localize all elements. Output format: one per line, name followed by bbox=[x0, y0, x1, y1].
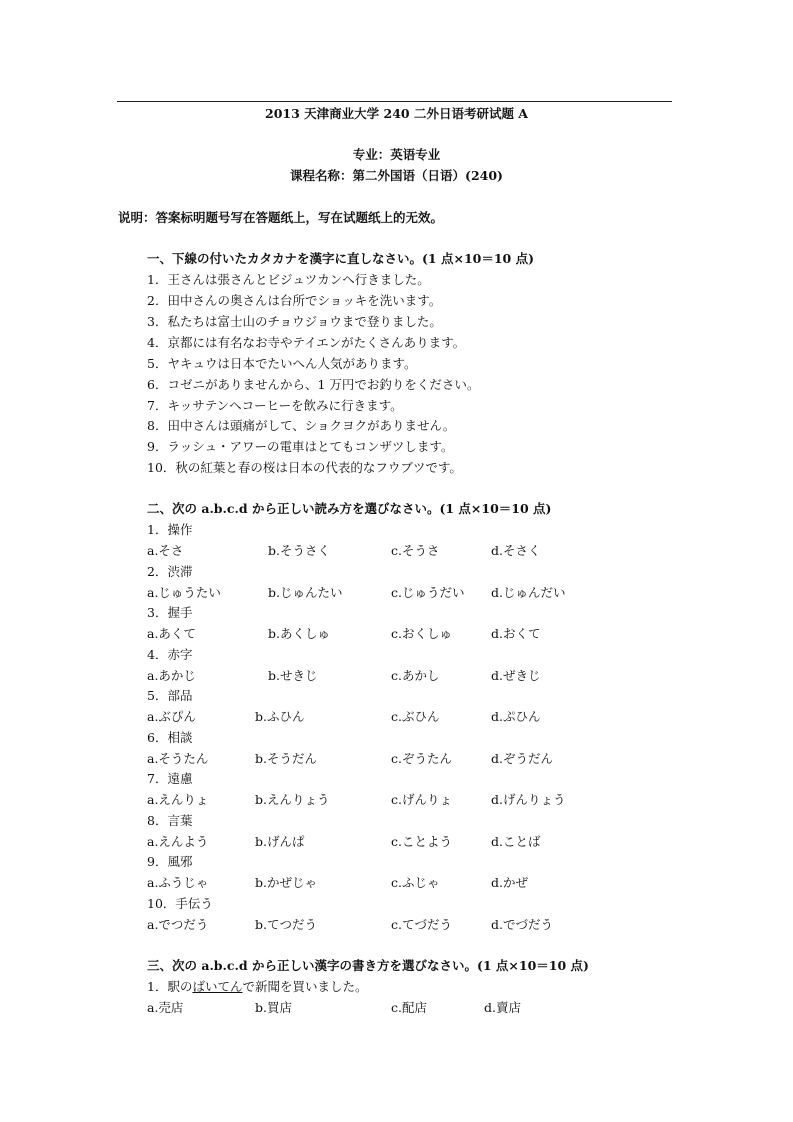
s3-q1-suffix: で新聞を買いました。 bbox=[242, 979, 368, 994]
s2-word: 7．遠慮 bbox=[147, 771, 193, 786]
s2-option-c: c.ことよう bbox=[391, 834, 452, 849]
s2-word: 8．言葉 bbox=[147, 813, 193, 828]
s2-option-a: a.あくて bbox=[147, 626, 196, 641]
section3-title: 三、次の a.b.c.d から正しい漢字の書き方を選びなさい。(1 点×10＝10 点) bbox=[147, 958, 589, 973]
s2-option-c: c.ぶひん bbox=[391, 709, 440, 724]
s2-option-b: b.えんりょう bbox=[255, 792, 330, 807]
s2-option-a: a.ふうじゃ bbox=[147, 875, 209, 890]
s1-item: 1．王さんは張さんとビジュツカンへ行きました。 bbox=[147, 272, 430, 287]
s3-option-d: d.賣店 bbox=[484, 1000, 521, 1015]
s2-option-d: d.おくて bbox=[491, 626, 541, 641]
s3-question-1 bbox=[147, 979, 367, 995]
s2-option-b: b.せきじ bbox=[268, 668, 318, 683]
s2-option-b: b.あくしゅ bbox=[268, 626, 330, 641]
s2-option-d: d.ことば bbox=[491, 834, 541, 849]
s2-option-a: a.でつだう bbox=[147, 917, 209, 932]
s2-option-d: d.かぜ bbox=[491, 875, 528, 890]
s2-word: 3．握手 bbox=[147, 605, 193, 620]
s2-option-c: c.げんりょ bbox=[391, 792, 452, 807]
s2-option-a: a.あかじ bbox=[147, 668, 196, 683]
s1-item: 2．田中さんの奥さんは台所でショッキを洗います。 bbox=[147, 293, 442, 308]
s2-word: 5．部品 bbox=[147, 688, 193, 703]
s2-word: 10．手伝う bbox=[147, 896, 213, 911]
s2-option-a: a.ぶぴん bbox=[147, 709, 196, 724]
s2-option-b: b.かぜじゃ bbox=[255, 875, 317, 890]
s1-item: 8．田中さんは頭痛がして、ショクヨクがありません。 bbox=[147, 418, 456, 433]
s1-item: 3．私たちは富士山のチョウジョウまで登りました。 bbox=[147, 314, 442, 329]
s2-option-a: a.えんよう bbox=[147, 834, 209, 849]
s2-word: 2．渋滞 bbox=[147, 564, 193, 579]
s3-option-c: c.配店 bbox=[391, 1000, 427, 1015]
s2-option-c: c.ぞうたん bbox=[391, 751, 452, 766]
major-line: 专业：英语专业 bbox=[352, 147, 441, 162]
s2-word: 9．風邪 bbox=[147, 854, 193, 869]
instructions-note: 说明：答案标明题号写在答题纸上，写在试题纸上的无效。 bbox=[118, 210, 444, 225]
s3-option-a: a.売店 bbox=[147, 1000, 184, 1015]
s3-q1-prefix: 1．駅の bbox=[147, 979, 193, 994]
s2-option-d: d.じゅんだい bbox=[491, 585, 566, 600]
s2-option-b: b.じゅんたい bbox=[268, 585, 343, 600]
s2-word: 1．操作 bbox=[147, 522, 193, 537]
s1-item: 5．ヤキュウは日本でたいへん人気があります。 bbox=[147, 356, 417, 371]
s2-option-c: c.じゅうだい bbox=[391, 585, 465, 600]
s2-option-d: d.ぷひん bbox=[491, 709, 541, 724]
s2-option-a: a.えんりょ bbox=[147, 792, 209, 807]
section1-title: 一、下線の付いたカタカナを漢字に直しなさい。(1 点×10＝10 点) bbox=[147, 251, 534, 266]
section2-title: 二、次の a.b.c.d から正しい読み方を選びなさい。(1 点×10＝10 点) bbox=[147, 501, 552, 516]
s2-option-d: d.げんりょう bbox=[491, 792, 566, 807]
s1-item: 10．秋の紅葉と春の桜は日本の代表的なフウブツです。 bbox=[147, 460, 462, 475]
s2-option-d: d.でづだう bbox=[491, 917, 553, 932]
s1-item: 6．コゼニがありませんから、1 万円でお釣りをください。 bbox=[147, 377, 480, 392]
s2-option-d: d.そさく bbox=[491, 543, 541, 558]
s1-item: 7．キッサテンへコーヒーを飲みに行きます。 bbox=[147, 398, 403, 413]
exam-title: 2013 天津商业大学 240 二外日语考研试题 A bbox=[265, 106, 528, 121]
s2-option-d: d.ぞうだん bbox=[491, 751, 553, 766]
s2-option-b: b.ふひん bbox=[255, 709, 305, 724]
s2-option-c: c.てづだう bbox=[391, 917, 452, 932]
s2-option-c: c.あかし bbox=[391, 668, 440, 683]
s3-option-b: b.買店 bbox=[255, 1000, 292, 1015]
s2-option-b: b.てつだう bbox=[255, 917, 317, 932]
s2-option-b: b.そうだん bbox=[255, 751, 317, 766]
s2-option-c: c.ふじゃ bbox=[391, 875, 440, 890]
s1-item: 9．ラッシュ・アワーの電車はとてもコンザツします。 bbox=[147, 439, 454, 454]
s1-item: 4．京都には有名なお寺やテイエンがたくさんあります。 bbox=[147, 335, 466, 350]
top-rule bbox=[117, 101, 672, 102]
s2-option-a: a.じゅうたい bbox=[147, 585, 221, 600]
s2-word: 6．相談 bbox=[147, 730, 193, 745]
s2-option-c: c.そうさ bbox=[391, 543, 440, 558]
s2-option-b: b.そうさく bbox=[268, 543, 330, 558]
course-line: 课程名称：第二外国语（日语）(240) bbox=[290, 168, 503, 183]
s2-option-a: a.そさ bbox=[147, 543, 184, 558]
s2-option-c: c.おくしゅ bbox=[391, 626, 452, 641]
s2-option-b: b.げんぱ bbox=[255, 834, 305, 849]
s2-option-a: a.そうたん bbox=[147, 751, 209, 766]
s2-word: 4．赤字 bbox=[147, 647, 193, 662]
s2-option-d: d.ぜきじ bbox=[491, 668, 541, 683]
s3-q1-underlined: ばいてん bbox=[192, 979, 243, 994]
